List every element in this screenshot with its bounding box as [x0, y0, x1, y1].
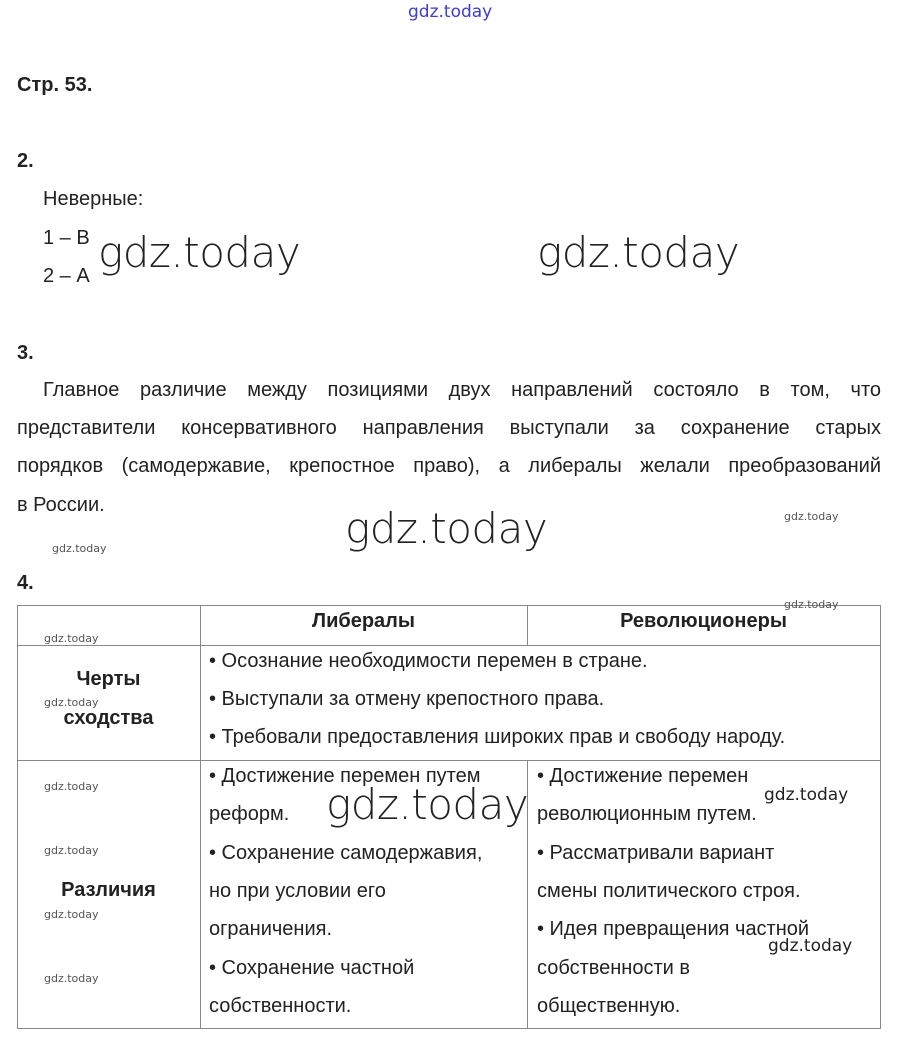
task3-line: представители консервативного направления выступали за сохранение старых: [17, 417, 881, 439]
liberals-line: • Сохранение самодержавия,: [209, 842, 483, 864]
watermark: gdz.today: [44, 908, 99, 921]
task2-number: 2.: [17, 150, 34, 172]
task2-answer: 2 – А: [43, 265, 90, 287]
watermark: gdz.today: [537, 228, 740, 277]
revolutionaries-line: • Рассматривали вариант: [537, 842, 775, 864]
watermark: gdz.today: [44, 844, 99, 857]
liberals-line: ограничения.: [209, 918, 333, 940]
liberals-line: • Достижение перемен путем: [209, 765, 481, 787]
header-liberals: Либералы: [312, 610, 415, 632]
page-label: Стр. 53.: [17, 74, 93, 96]
watermark: gdz.today: [98, 228, 301, 277]
revolutionaries-line: смены политического строя.: [537, 880, 801, 902]
liberals-line: но при условии его: [209, 880, 386, 902]
watermark: gdz.today: [52, 542, 107, 555]
watermark: gdz.today: [44, 780, 99, 793]
task3-line: порядков (самодержавие, крепостное право), а либералы желали преобразований: [17, 455, 881, 477]
watermark-top[interactable]: gdz.today: [408, 2, 493, 22]
similarity-label: сходства: [63, 707, 154, 729]
watermark: gdz.today: [784, 510, 839, 523]
revolutionaries-line: общественную.: [537, 995, 681, 1017]
watermark: gdz.today: [44, 696, 99, 709]
revolutionaries-line: • Идея превращения частной: [537, 918, 810, 940]
task3-line: в России.: [17, 494, 105, 516]
watermark: gdz.today: [345, 504, 548, 553]
differences-label: Различия: [61, 879, 156, 901]
revolutionaries-line: • Достижение перемен: [537, 765, 749, 787]
revolutionaries-line: революционным путем.: [537, 803, 757, 825]
task3-line: Главное различие между позициями двух направлений состояло в том, что: [43, 379, 881, 401]
liberals-line: реформ.: [209, 803, 290, 825]
watermark: gdz.today: [784, 598, 839, 611]
revolutionaries-line: собственности в: [537, 957, 690, 979]
task2-answer: 1 – В: [43, 227, 90, 249]
watermark: gdz.today: [44, 972, 99, 985]
watermark: gdz.today: [326, 780, 529, 829]
similarity-label: Черты: [76, 668, 141, 690]
header-revolutionaries: Революционеры: [620, 610, 787, 632]
liberals-line: • Сохранение частной: [209, 957, 415, 979]
watermark: gdz.today: [764, 785, 849, 805]
similarity-item: • Требовали предоставления широких прав и свободу народу.: [209, 726, 786, 748]
task2-heading: Неверные:: [43, 188, 144, 210]
similarity-item: • Выступали за отмену крепостного права.: [209, 688, 605, 710]
watermark: gdz.today: [768, 936, 853, 956]
liberals-line: собственности.: [209, 995, 352, 1017]
task4-number: 4.: [17, 572, 34, 594]
watermark: gdz.today: [44, 632, 99, 645]
task3-number: 3.: [17, 342, 34, 364]
similarity-item: • Осознание необходимости перемен в стране.: [209, 650, 648, 672]
